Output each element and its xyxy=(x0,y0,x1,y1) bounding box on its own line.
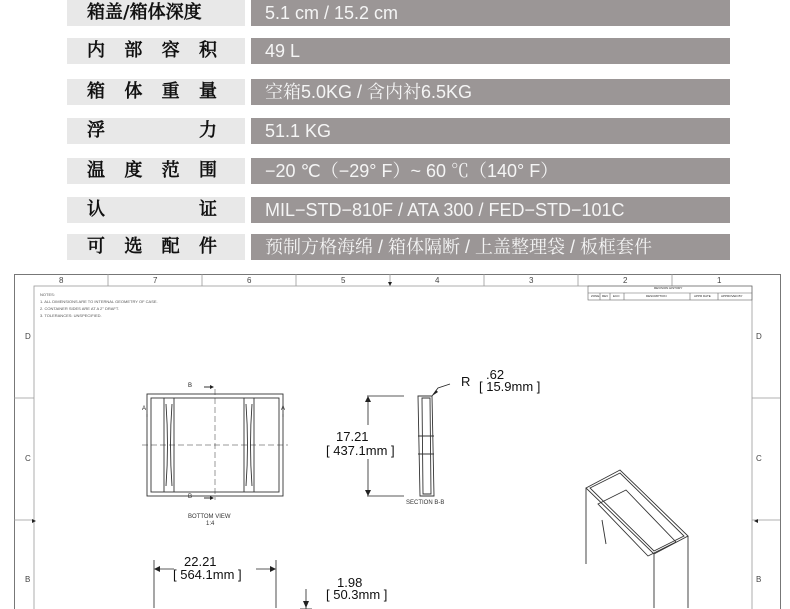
spec-row-temperature xyxy=(67,158,730,184)
spec-key-char: 证 xyxy=(199,199,217,220)
spec-row-weight xyxy=(67,79,730,105)
height-dimension-metric: [ 437.1mm ] xyxy=(326,443,395,458)
grid-row-label: B xyxy=(25,575,31,584)
note-line: 3. TOLERANCES: UNSPECIFIED. xyxy=(40,313,102,318)
section-marker: A xyxy=(281,406,286,412)
grid-column-label: 6 xyxy=(247,276,252,285)
spec-key-char: 箱 xyxy=(87,81,105,102)
spec-value xyxy=(251,38,730,64)
grid-row-label: D xyxy=(756,332,762,341)
radius-value: .62 xyxy=(486,367,505,382)
spec-key-char: 可 xyxy=(87,236,105,257)
spec-key-char: 体 xyxy=(124,81,143,102)
radius-metric: [ 15.9mm ] xyxy=(479,379,541,394)
spec-key-char: 积 xyxy=(198,40,217,61)
spec-value-text: −20 ℃（−29° F）~ 60 ℃（140° F） xyxy=(265,161,559,181)
spec-value-text: 51.1 KG xyxy=(265,121,332,141)
spec-value-text: 预制方格海绵 / 箱体隔断 / 上盖整理袋 / 板框套件 xyxy=(265,237,653,257)
note-line: 2. CONTAINER SIDES ARE AT A 2° DRAFT. xyxy=(40,306,119,311)
spec-key-char: 度 xyxy=(124,160,143,181)
grid-row-label: D xyxy=(25,332,31,341)
spec-key-char: 认 xyxy=(87,199,105,220)
drawing-notes xyxy=(40,291,158,319)
grid-column-label: 4 xyxy=(435,276,440,285)
title-block-cell: APPROVED BY xyxy=(721,294,743,298)
spec-row-volume xyxy=(67,38,730,64)
depth-dimension-metric: [ 50.3mm ] xyxy=(326,587,388,602)
spec-key xyxy=(67,0,245,26)
spec-key-char: 容 xyxy=(161,40,180,61)
spec-key-char: 范 xyxy=(161,160,180,181)
grid-row-label: C xyxy=(756,454,762,463)
grid-column-label: 7 xyxy=(153,276,158,285)
width-dimension-metric: [ 564.1mm ] xyxy=(173,567,242,582)
grid-column-label: 8 xyxy=(59,276,64,285)
title-block-cell: ZONE xyxy=(591,294,600,298)
spec-key-char: 浮 xyxy=(87,120,105,141)
spec-table xyxy=(0,0,790,262)
section-marker: B xyxy=(188,383,193,389)
revision-history-label: REVISION HISTORY xyxy=(654,286,683,290)
spec-value xyxy=(251,197,730,223)
spec-key-char: 选 xyxy=(124,236,143,257)
spec-value-text: 空箱5.0KG / 含内衬6.5KG xyxy=(265,82,473,102)
spec-value xyxy=(251,234,730,260)
title-block-cell: ECO xyxy=(613,294,620,298)
spec-key-char: 力 xyxy=(199,120,217,141)
section-marker: A xyxy=(142,406,147,412)
radius-label: R xyxy=(461,374,471,389)
spec-key-char: 量 xyxy=(198,81,217,102)
note-line: NOTES: xyxy=(40,292,55,297)
grid-row-label: C xyxy=(25,454,31,463)
spec-row-certification xyxy=(67,197,730,223)
bottom-view-label: BOTTOM VIEW xyxy=(188,514,231,520)
spec-value-text: 5.1 cm / 15.2 cm xyxy=(265,3,399,23)
depth-dimension-value: 1.98 xyxy=(337,575,363,590)
spec-key-char: 配 xyxy=(161,236,180,257)
grid-column-label: 2 xyxy=(623,276,628,285)
note-line: 1. ALL DIMENSIONS ARE TO INTERNAL GEOMETRY OF CASE. xyxy=(40,299,158,304)
section-label: SECTION B-B xyxy=(406,500,445,506)
section-marker: B xyxy=(188,494,193,500)
spec-key-label: 箱盖/箱体深度 xyxy=(87,2,202,23)
width-dimension-value: 22.21 xyxy=(184,554,217,569)
spec-value xyxy=(251,158,730,184)
drawing-lines xyxy=(14,274,782,609)
spec-key-char: 围 xyxy=(198,160,217,181)
title-block-cell: APPR DATE xyxy=(694,294,711,298)
spec-value xyxy=(251,0,730,26)
title-block-cell: DESCRIPTION xyxy=(646,294,667,298)
spec-key-char: 重 xyxy=(161,81,180,102)
spec-key xyxy=(67,197,245,223)
spec-key-char: 部 xyxy=(124,40,143,61)
spec-key xyxy=(67,38,245,64)
spec-row-depth xyxy=(67,0,730,26)
spec-row-accessories xyxy=(67,234,730,260)
grid-row-label: B xyxy=(756,575,762,584)
title-block-cell: REV xyxy=(602,294,609,298)
spec-key-char: 件 xyxy=(198,236,217,257)
spec-key xyxy=(67,234,245,260)
spec-key xyxy=(67,158,245,184)
spec-value xyxy=(251,118,730,144)
bottom-view-scale: 1:4 xyxy=(206,521,215,527)
spec-key xyxy=(67,79,245,105)
spec-value xyxy=(251,79,730,105)
spec-key xyxy=(67,118,245,144)
height-dimension-value: 17.21 xyxy=(336,429,369,444)
spec-value-text: MIL−STD−810F / ATA 300 / FED−STD−101C xyxy=(265,200,625,220)
technical-drawing xyxy=(14,274,782,609)
spec-key-char: 温 xyxy=(87,160,105,181)
grid-column-label: 5 xyxy=(341,276,346,285)
spec-row-buoyancy xyxy=(67,118,730,144)
spec-value-text: 49 L xyxy=(265,41,301,61)
spec-key-char: 内 xyxy=(87,40,105,61)
grid-column-label: 3 xyxy=(529,276,534,285)
grid-column-label: 1 xyxy=(717,276,722,285)
